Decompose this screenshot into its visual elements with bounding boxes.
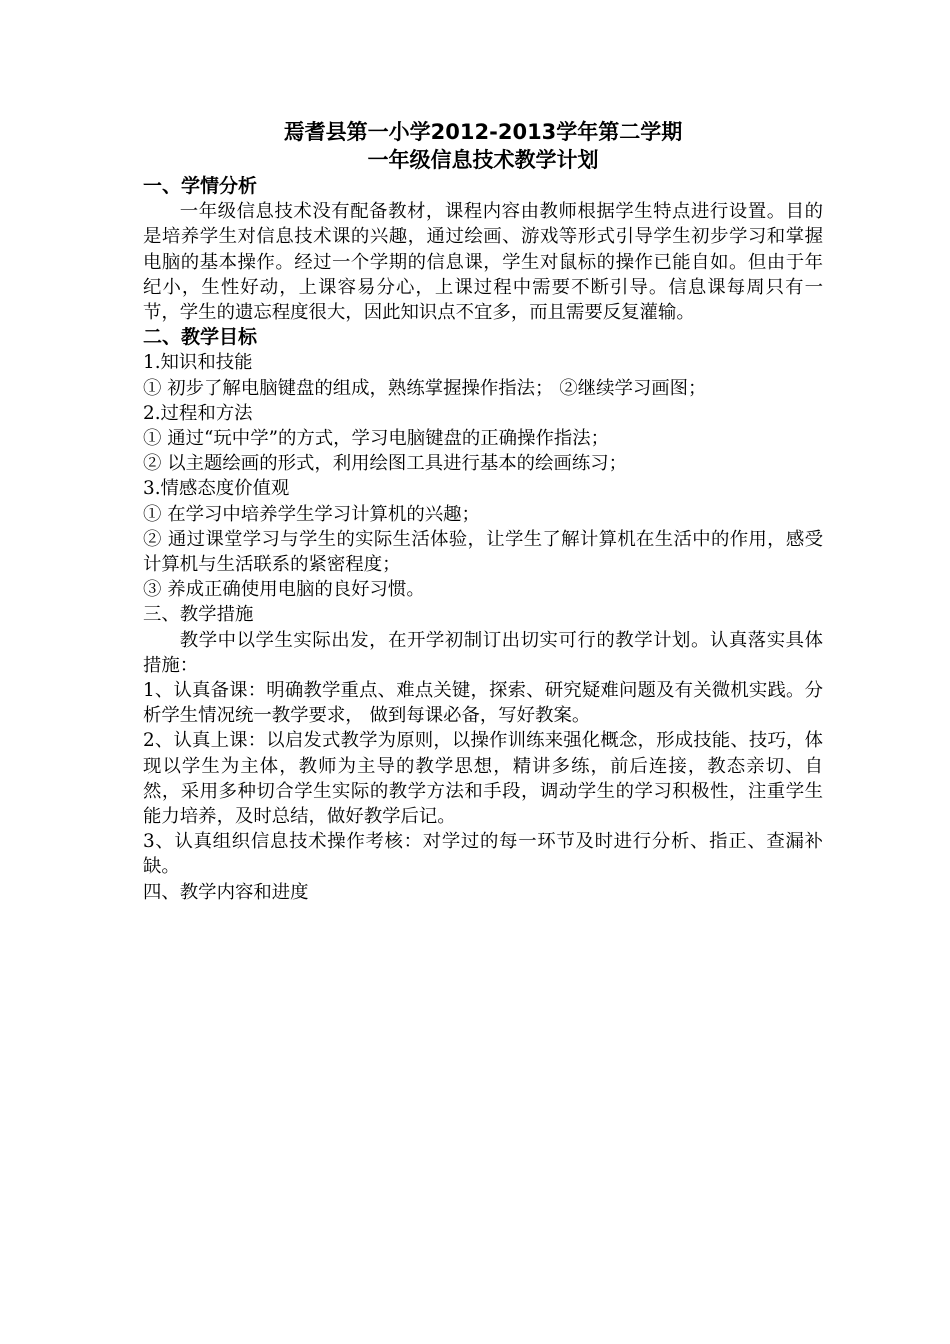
goal-item: ① 通过“玩中学”的方式，学习电脑键盘的正确操作指法； [143,428,610,450]
goal-subheading-attitude: 3.情感态度价值观 [143,478,290,500]
document-page [143,118,823,905]
document-title-line2: 一年级信息技术教学计划 [367,148,599,172]
goal-subheading-knowledge: 1.知识和技能 [143,352,253,374]
goal-item: ① 在学习中培养学生学习计算机的兴趣； [143,503,480,525]
section-heading-measures: 三、教学措施 [143,604,254,626]
goal-item: ③ 养成正确使用电脑的良好习惯。 [143,579,425,601]
measure-item: 1、认真备课：明确教学重点、难点关键，探索、研究疑难问题及有关微机实践。分析学生情况统一教学要求， 做到每课必备，写好教案。 [143,680,823,727]
goal-item: ② 通过课堂学习与学生的实际生活体验，让学生了解计算机在生活中的作用，感受计算机与生活联系的紧密程度； [143,528,823,576]
measures-intro: 教学中以学生实际出发，在开学初制订出切实可行的教学计划。认真落实具体措施： [143,629,823,676]
measure-item: 3、认真组织信息技术操作考核：对学过的每一环节及时进行分析、指正、查漏补缺。 [143,831,823,878]
goal-item: ① 初步了解电脑键盘的组成，熟练掌握操作指法； ②继续学习画图； [143,377,707,399]
measure-item: 2、认真上课：以启发式教学为原则，以操作训练来强化概念，形成技能、技巧，体现以学生为主体，教师为主导的教学思想，精讲多练，前后连接，教态亲切、自然，采用多种切合学生实际的教学方法和手段，调动学生的学习积极性，注重学生能力培养，及时总结，做好教学后记。 [143,730,823,828]
section-heading-content-schedule: 四、教学内容和进度 [143,881,309,903]
section-heading-analysis: 一、学情分析 [143,175,258,197]
document-body [143,174,823,905]
analysis-paragraph: 一年级信息技术没有配备教材，课程内容由教师根据学生特点进行设置。目的是培养学生对信息技术课的兴趣，通过绘画、游戏等形式引导学生初步学习和掌握电脑的基本操作。经过一个学期的信息课，学生对鼠标的操作已能自如。但由于年纪小，生性好动，上课容易分心，上课过程中需要不断引导。信息课每周只有一节，学生的遗忘程度很大，因此知识点不宜多，而且需要反复灌输。 [143,201,823,324]
goal-subheading-process: 2.过程和方法 [143,402,253,424]
document-title-line1: 焉耆县第一小学2012-2013学年第二学期 [283,120,683,144]
goal-item: ② 以主题绘画的形式，利用绘图工具进行基本的绘画练习； [143,453,628,475]
section-heading-goals: 二、教学目标 [143,326,258,349]
